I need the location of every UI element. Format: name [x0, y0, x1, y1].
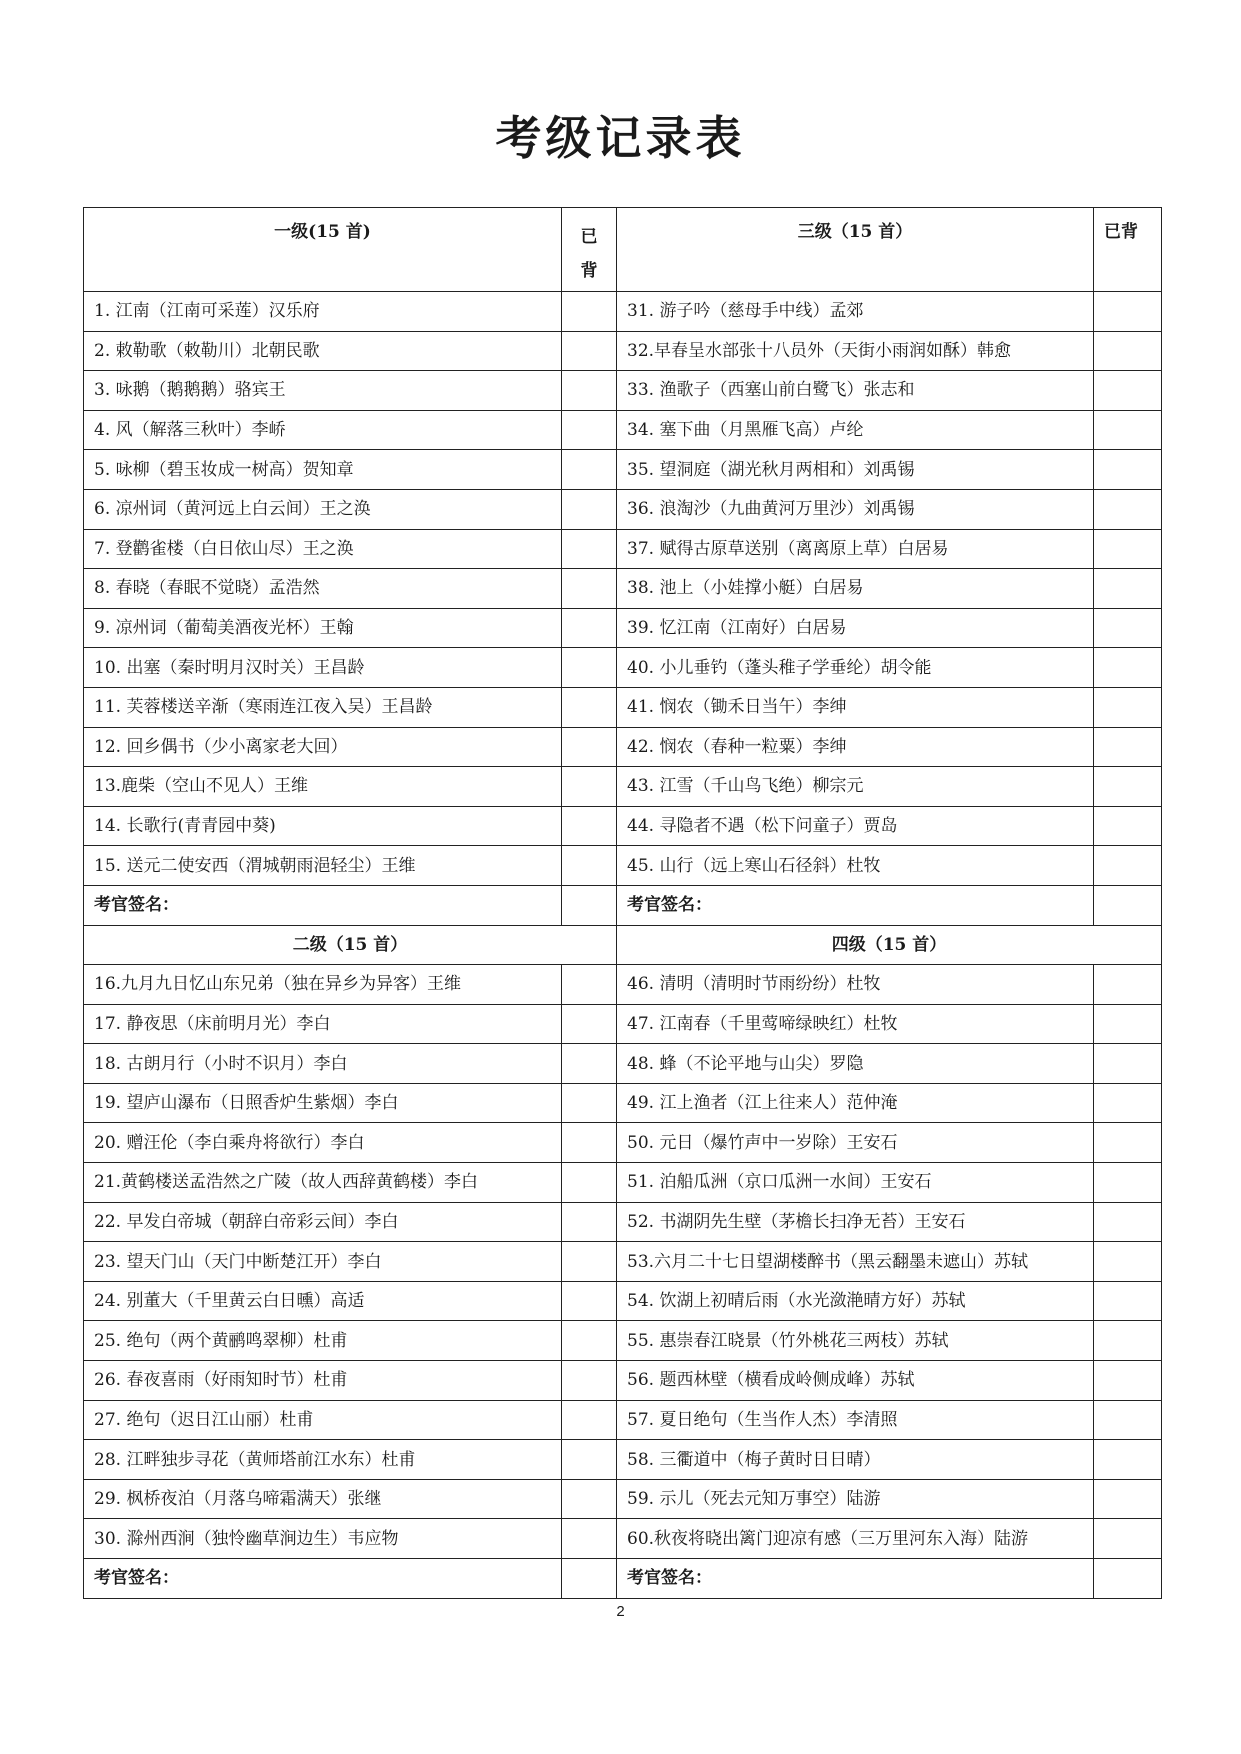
level1-poem-item: 11. 芙蓉楼送辛渐（寒雨连江夜入吴）王昌龄 — [84, 687, 562, 727]
level3-poem-item: 45. 山行（远上寒山石径斜）杜牧 — [617, 846, 1094, 886]
level4-poem-item: 51. 泊船瓜洲（京口瓜洲一水间）王安石 — [617, 1163, 1094, 1203]
level4-poem-item: 49. 江上渔者（江上往来人）范仲淹 — [617, 1083, 1094, 1123]
level1-recited-checkbox[interactable] — [562, 371, 617, 411]
level3-poem-item: 38. 池上（小娃撑小艇）白居易 — [617, 569, 1094, 609]
level3-poem-item: 34. 塞下曲（月黑雁飞高）卢纶 — [617, 410, 1094, 450]
level4-recited-checkbox[interactable] — [1094, 1519, 1162, 1559]
level4-recited-checkbox[interactable] — [1094, 1400, 1162, 1440]
level3-recited-checkbox[interactable] — [1094, 371, 1162, 411]
level2-poem-item: 16.九月九日忆山东兄弟（独在异乡为异客）王维 — [84, 965, 562, 1005]
level4-recited-checkbox[interactable] — [1094, 1479, 1162, 1519]
level2-recited-checkbox[interactable] — [562, 1281, 617, 1321]
level1-recited-checkbox[interactable] — [562, 450, 617, 490]
level1-poem-item: 4. 风（解落三秋叶）李峤 — [84, 410, 562, 450]
level1-poem-item: 12. 回乡偶书（少小离家老大回） — [84, 727, 562, 767]
level2-poem-item: 22. 早发白帝城（朝辞白帝彩云间）李白 — [84, 1202, 562, 1242]
level3-poem-item: 33. 渔歌子（西塞山前白鹭飞）张志和 — [617, 371, 1094, 411]
table-row — [84, 648, 1162, 688]
level1-header: 一级(15 首) — [84, 208, 562, 292]
level2-poem-item: 21.黄鹤楼送孟浩然之广陵（故人西辞黄鹤楼）李白 — [84, 1163, 562, 1203]
level3-recited-checkbox[interactable] — [1094, 569, 1162, 609]
table-row — [84, 965, 1162, 1005]
level1-recited-checkbox[interactable] — [562, 687, 617, 727]
level2-recited-checkbox[interactable] — [562, 1361, 617, 1401]
level4-recited-checkbox[interactable] — [1094, 1281, 1162, 1321]
level3-recited-checkbox[interactable] — [1094, 806, 1162, 846]
level3-recited-checkbox[interactable] — [1094, 489, 1162, 529]
table-row — [84, 1044, 1162, 1084]
table-row — [84, 1361, 1162, 1401]
level3-poem-item: 44. 寻隐者不遇（松下问童子）贾岛 — [617, 806, 1094, 846]
level3-done-header: 已背 — [1094, 208, 1162, 292]
level1-recited-checkbox[interactable] — [562, 767, 617, 807]
exam-record-table — [83, 207, 1162, 1599]
level3-poem-item: 39. 忆江南（江南好）白居易 — [617, 608, 1094, 648]
level4-header: 四级（15 首） — [617, 925, 1162, 965]
table-row — [84, 1004, 1162, 1044]
table-row — [84, 450, 1162, 490]
level2-recited-checkbox[interactable] — [562, 1440, 617, 1480]
level2-recited-checkbox[interactable] — [562, 1479, 617, 1519]
level4-examiner-signature-label: 考官签名： — [617, 1559, 1094, 1599]
level2-poem-item: 20. 赠汪伦（李白乘舟将欲行）李白 — [84, 1123, 562, 1163]
table-row — [84, 1123, 1162, 1163]
level2-poem-item: 17. 静夜思（床前明月光）李白 — [84, 1004, 562, 1044]
level1-recited-checkbox[interactable] — [562, 806, 617, 846]
level4-poem-item: 48. 蜂（不论平地与山尖）罗隐 — [617, 1044, 1094, 1084]
level4-recited-checkbox[interactable] — [1094, 1202, 1162, 1242]
table-row — [84, 1400, 1162, 1440]
table-row — [84, 1281, 1162, 1321]
level4-poem-item: 58. 三衢道中（梅子黄时日日晴） — [617, 1440, 1094, 1480]
table-row — [84, 1163, 1162, 1203]
level4-recited-checkbox[interactable] — [1094, 1321, 1162, 1361]
table-row — [84, 727, 1162, 767]
level3-poem-item: 43. 江雪（千山鸟飞绝）柳宗元 — [617, 767, 1094, 807]
table-row — [84, 767, 1162, 807]
level1-poem-item: 13.鹿柴（空山不见人）王维 — [84, 767, 562, 807]
table-row — [84, 1202, 1162, 1242]
level2-recited-checkbox[interactable] — [562, 965, 617, 1005]
level1-poem-item: 6. 凉州词（黄河远上白云间）王之涣 — [84, 489, 562, 529]
level1-poem-item: 7. 登鹳雀楼（白日依山尽）王之涣 — [84, 529, 562, 569]
table-row — [84, 489, 1162, 529]
level3-recited-checkbox[interactable] — [1094, 292, 1162, 332]
level2-poem-item: 25. 绝句（两个黄鹂鸣翠柳）杜甫 — [84, 1321, 562, 1361]
level1-recited-checkbox[interactable] — [562, 331, 617, 371]
table-row — [84, 529, 1162, 569]
table-row — [84, 1519, 1162, 1559]
level2-poem-item: 26. 春夜喜雨（好雨知时节）杜甫 — [84, 1361, 562, 1401]
level2-recited-checkbox[interactable] — [562, 1202, 617, 1242]
level4-poem-item: 54. 饮湖上初晴后雨（水光潋滟晴方好）苏轼 — [617, 1281, 1094, 1321]
table-row — [84, 1440, 1162, 1480]
level1-poem-item: 8. 春晓（春眠不觉晓）孟浩然 — [84, 569, 562, 609]
level3-recited-checkbox[interactable] — [1094, 767, 1162, 807]
level3-recited-checkbox[interactable] — [1094, 529, 1162, 569]
level3-examiner-signature-label: 考官签名： — [617, 885, 1094, 925]
level1-recited-checkbox[interactable] — [562, 846, 617, 886]
table-row — [84, 846, 1162, 886]
table-row — [84, 569, 1162, 609]
level4-recited-checkbox[interactable] — [1094, 1242, 1162, 1282]
level2-examiner-signature-field[interactable] — [562, 1559, 617, 1599]
level1-recited-checkbox[interactable] — [562, 529, 617, 569]
level3-poem-item: 35. 望洞庭（湖光秋月两相和）刘禹锡 — [617, 450, 1094, 490]
level2-recited-checkbox[interactable] — [562, 1044, 617, 1084]
level3-poem-item: 31. 游子吟（慈母手中线）孟郊 — [617, 292, 1094, 332]
level1-poem-item: 15. 送元二使安西（渭城朝雨浥轻尘）王维 — [84, 846, 562, 886]
level3-poem-item: 42. 悯农（春种一粒粟）李绅 — [617, 727, 1094, 767]
level1-recited-checkbox[interactable] — [562, 648, 617, 688]
level3-recited-checkbox[interactable] — [1094, 608, 1162, 648]
table-row — [84, 806, 1162, 846]
level2-poem-item: 18. 古朗月行（小时不识月）李白 — [84, 1044, 562, 1084]
level4-recited-checkbox[interactable] — [1094, 965, 1162, 1005]
level4-recited-checkbox[interactable] — [1094, 1361, 1162, 1401]
table-row — [84, 608, 1162, 648]
level3-recited-checkbox[interactable] — [1094, 727, 1162, 767]
level3-poem-item: 40. 小儿垂钓（蓬头稚子学垂纶）胡令能 — [617, 648, 1094, 688]
table-row — [84, 1321, 1162, 1361]
level2-recited-checkbox[interactable] — [562, 1083, 617, 1123]
level2-poem-item: 24. 别董大（千里黄云白日曛）高适 — [84, 1281, 562, 1321]
level2-examiner-signature-label: 考官签名： — [84, 1559, 562, 1599]
page-title: 考级记录表 — [495, 111, 746, 165]
level1-recited-checkbox[interactable] — [562, 569, 617, 609]
page-number: 2 — [616, 1603, 625, 1620]
level2-recited-checkbox[interactable] — [562, 1123, 617, 1163]
level1-done-header: 已 背 — [562, 208, 617, 292]
level3-recited-checkbox[interactable] — [1094, 450, 1162, 490]
level3-recited-checkbox[interactable] — [1094, 648, 1162, 688]
level1-recited-checkbox[interactable] — [562, 727, 617, 767]
level3-header: 三级（15 首） — [617, 208, 1094, 292]
level3-recited-checkbox[interactable] — [1094, 846, 1162, 886]
level4-poem-item: 50. 元日（爆竹声中一岁除）王安石 — [617, 1123, 1094, 1163]
level1-recited-checkbox[interactable] — [562, 292, 617, 332]
level2-poem-item: 27. 绝句（迟日江山丽）杜甫 — [84, 1400, 562, 1440]
level2-recited-checkbox[interactable] — [562, 1163, 617, 1203]
level4-poem-item: 46. 清明（清明时节雨纷纷）杜牧 — [617, 965, 1094, 1005]
level4-poem-item: 53.六月二十七日望湖楼醉书（黑云翻墨未遮山）苏轼 — [617, 1242, 1094, 1282]
table-row — [84, 410, 1162, 450]
level3-poem-item: 37. 赋得古原草送别（离离原上草）白居易 — [617, 529, 1094, 569]
level4-recited-checkbox[interactable] — [1094, 1083, 1162, 1123]
level4-poem-item: 47. 江南春（千里莺啼绿映红）杜牧 — [617, 1004, 1094, 1044]
level2-recited-checkbox[interactable] — [562, 1519, 617, 1559]
table-row — [84, 331, 1162, 371]
level1-recited-checkbox[interactable] — [562, 608, 617, 648]
level1-poem-item: 2. 敕勒歌（敕勒川）北朝民歌 — [84, 331, 562, 371]
level2-recited-checkbox[interactable] — [562, 1321, 617, 1361]
level3-recited-checkbox[interactable] — [1094, 331, 1162, 371]
level2-poem-item: 23. 望天门山（天门中断楚江开）李白 — [84, 1242, 562, 1282]
level4-recited-checkbox[interactable] — [1094, 1044, 1162, 1084]
level1-recited-checkbox[interactable] — [562, 410, 617, 450]
table-header-row — [84, 208, 1162, 292]
level1-poem-item: 9. 凉州词（葡萄美酒夜光杯）王翰 — [84, 608, 562, 648]
level4-examiner-signature-field[interactable] — [1094, 1559, 1162, 1599]
level4-poem-item: 60.秋夜将晓出篱门迎凉有感（三万里河东入海）陆游 — [617, 1519, 1094, 1559]
level4-recited-checkbox[interactable] — [1094, 1123, 1162, 1163]
section-header-row — [84, 925, 1162, 965]
signature-row — [84, 1559, 1162, 1599]
level2-recited-checkbox[interactable] — [562, 1400, 617, 1440]
level1-poem-item: 10. 出塞（秦时明月汉时关）王昌龄 — [84, 648, 562, 688]
level4-poem-item: 57. 夏日绝句（生当作人杰）李清照 — [617, 1400, 1094, 1440]
level4-poem-item: 59. 示儿（死去元知万事空）陆游 — [617, 1479, 1094, 1519]
table-row — [84, 292, 1162, 332]
level1-poem-item: 1. 江南（江南可采莲）汉乐府 — [84, 292, 562, 332]
table-row — [84, 1479, 1162, 1519]
level3-poem-item: 41. 悯农（锄禾日当午）李绅 — [617, 687, 1094, 727]
level4-poem-item: 56. 题西林壁（横看成岭侧成峰）苏轼 — [617, 1361, 1094, 1401]
level1-poem-item: 3. 咏鹅（鹅鹅鹅）骆宾王 — [84, 371, 562, 411]
level3-poem-item: 32.早春呈水部张十八员外（天街小雨润如酥）韩愈 — [617, 331, 1094, 371]
level2-poem-item: 30. 滁州西涧（独怜幽草涧边生）韦应物 — [84, 1519, 562, 1559]
level1-examiner-signature-label: 考官签名： — [84, 885, 562, 925]
level4-recited-checkbox[interactable] — [1094, 1004, 1162, 1044]
table-row — [84, 687, 1162, 727]
signature-row — [84, 885, 1162, 925]
level4-poem-item: 52. 书湖阴先生壁（茅檐长扫净无苔）王安石 — [617, 1202, 1094, 1242]
table-row — [84, 1083, 1162, 1123]
level4-recited-checkbox[interactable] — [1094, 1440, 1162, 1480]
level1-recited-checkbox[interactable] — [562, 489, 617, 529]
level2-recited-checkbox[interactable] — [562, 1242, 617, 1282]
table-row — [84, 1242, 1162, 1282]
level2-poem-item: 29. 枫桥夜泊（月落乌啼霜满天）张继 — [84, 1479, 562, 1519]
level3-recited-checkbox[interactable] — [1094, 410, 1162, 450]
level3-poem-item: 36. 浪淘沙（九曲黄河万里沙）刘禹锡 — [617, 489, 1094, 529]
level1-examiner-signature-field[interactable] — [562, 885, 617, 925]
level1-poem-item: 5. 咏柳（碧玉妆成一树高）贺知章 — [84, 450, 562, 490]
level4-poem-item: 55. 惠崇春江晓景（竹外桃花三两枝）苏轼 — [617, 1321, 1094, 1361]
level2-header: 二级（15 首） — [84, 925, 617, 965]
level4-recited-checkbox[interactable] — [1094, 1163, 1162, 1203]
level3-recited-checkbox[interactable] — [1094, 687, 1162, 727]
level2-poem-item: 19. 望庐山瀑布（日照香炉生紫烟）李白 — [84, 1083, 562, 1123]
level2-poem-item: 28. 江畔独步寻花（黄师塔前江水东）杜甫 — [84, 1440, 562, 1480]
level2-recited-checkbox[interactable] — [562, 1004, 617, 1044]
level3-examiner-signature-field[interactable] — [1094, 885, 1162, 925]
level1-poem-item: 14. 长歌行(青青园中葵) — [84, 806, 562, 846]
table-row — [84, 371, 1162, 411]
